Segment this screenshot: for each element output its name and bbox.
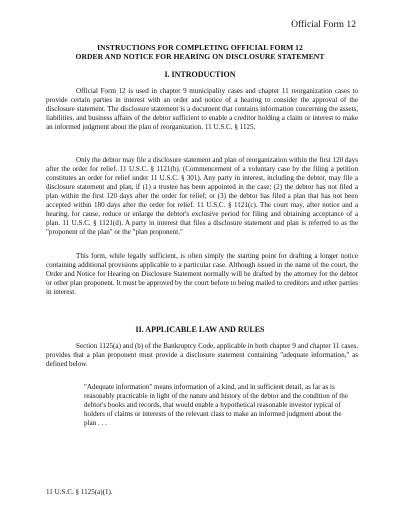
intro-paragraph-2: Only the debtor may file a disclosure statement and plan of reorganization within the first 120 days after the order for relief. 11 U.S.C. § 1121(b). (Commencement of a voluntary case by the filing a petition constitutes an order for relief under 11 U.S.C. § 301). Any party in interest, including the debtor, may file a disclosure statement and plan, if (1) a trustee has been appointed in the case; (2) the debtor has not filed a plan within the first 120 days after the order for relief; or (3) the debtor has filed a plan that has not been accepted within 180 days after the order for relief. 11 U.S.C. § 1121(c). The court may, after notice and a hearing, for cause, reduce or enlarge the debtor's exclusive period for filing and obtaining acceptance of a plan. 11 U.S.C. § 1121(d). A party in interest that files a disclosure statement and plan is referred to as the "proponent of the plan" or the "plan proponent.": [46, 156, 358, 237]
law-paragraph-1: Section 1125(a) and (b) of the Bankruptcy Code, applicable in both chapter 9 and chapter 11 cases, provides that a plan proponent must provide a disclosure statement containing "adequate information," as defined below.: [46, 342, 358, 369]
intro-paragraph-1: Official Form 12 is used in chapter 9 municipality cases and chapter 11 reorganization cases to provide certain parties in interest with an order and notice of a hearing to consider the approval of the disclosure statement. The disclosure statement is a document that contains information concerning the assets, liabilities, and business affairs of the debtor sufficient to enable a creditor holding a claim or interest to make an informed judgment about the plan of reorganization. 11 U.S.C. § 1125.: [46, 87, 358, 132]
section-heading-applicable-law: II. APPLICABLE LAW AND RULES: [135, 325, 265, 334]
title-line-2: ORDER AND NOTICE FOR HEARING ON DISCLOSURE STATEMENT: [75, 52, 325, 61]
adequate-information-quote: "Adequate information" means information of a kind, and in sufficient detail, as far as is reasonably practicable in light of the nature and history of the debtor and the condition of the debtor's books and records, that would enable a hypothetical reasonable investor typical of holders of claims or interests of the relevant class to make an informed judgment about the plan . . .: [84, 383, 348, 428]
document-title: [40, 43, 360, 61]
statute-citation: 11 U.S.C. § 1125(a)(1).: [46, 488, 113, 496]
title-line-1: INSTRUCTIONS FOR COMPLETING OFFICIAL FORM 12: [97, 43, 303, 52]
intro-paragraph-3: This form, while legally sufficient, is often simply the starting point for drafting a longer notice containing additional provisions applicable to a particular case. Although issued in the name of the court, the Order and Notice for Hearing on Disclosure Statement normally will be drafted by the attorney for the debtor or other plan proponent. It must be approved by the court before to being mailed to creditors and other parties in interest.: [46, 252, 358, 297]
section-heading-introduction: I. INTRODUCTION: [164, 70, 236, 79]
form-label: Official Form 12: [291, 19, 356, 30]
